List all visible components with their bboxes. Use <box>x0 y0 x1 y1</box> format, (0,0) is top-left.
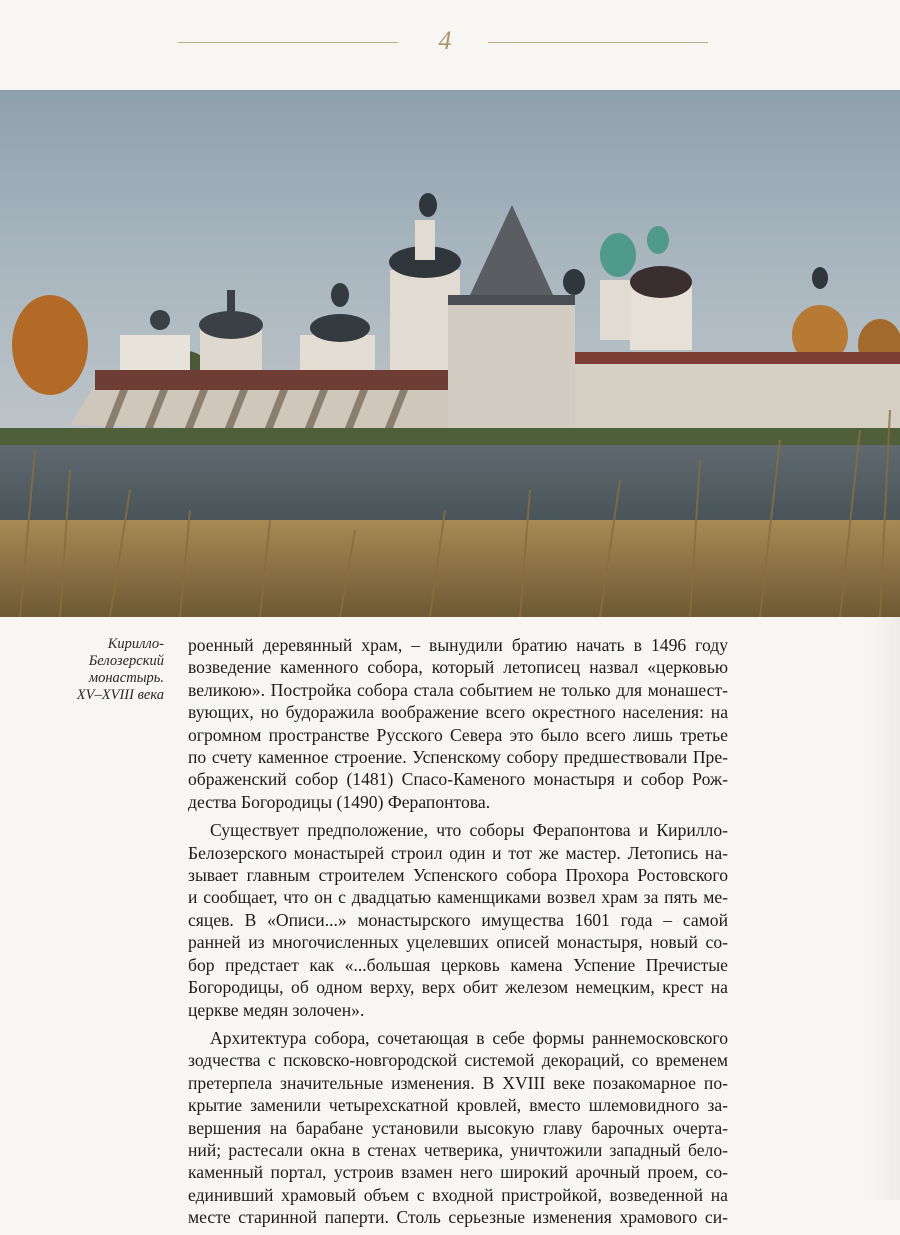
header-rule-right <box>488 42 708 43</box>
text-line: месте старинной паперти. Столь серьезные изменения храмового си- <box>188 1207 728 1228</box>
text-line: зодчества с псковско-новгородской системой декораций, со временем <box>188 1050 728 1071</box>
text-line: ображенский собор (1481) Спасо-Каменого монастыря и собор Рож- <box>188 769 728 790</box>
text-line: возведение каменного собора, который летописец назвал «церковью <box>188 657 728 678</box>
text-line: ний; растесали окна в стенах четверика, уничтожили западный бело- <box>188 1139 728 1160</box>
text-line: каменный портал, устроив взамен него широкий арочный проем, со- <box>188 1162 728 1183</box>
caption-line: Белозерский <box>88 653 164 669</box>
photo-caption <box>30 636 164 704</box>
page-number: 4 <box>438 26 452 55</box>
text-line: единивший храмовый объем с входной пристройкой, возведенной на <box>188 1184 728 1205</box>
text-line: Существует предположение, что соборы Ферапонтова и Кирилло- <box>210 820 728 841</box>
text-line: крытие заменили четырехскатной кровлей, вместо шлемовидного за- <box>188 1095 728 1116</box>
text-line: Богородицы, об одном верху, верх обит железом немецким, крест на <box>188 977 728 998</box>
text-line: Белозерского монастырей строил один и тот же мастер. Летопись на- <box>188 842 728 863</box>
paragraph <box>188 1027 728 1229</box>
text-line: ранней из многочисленных уцелевших описей монастыря, новый со- <box>188 932 728 953</box>
text-line: огромном пространстве Русского Севера это было всего лишь третье <box>188 724 728 745</box>
text-line: по счету каменное строение. Успенскому собору предшествовали Пре- <box>188 747 728 768</box>
monastery-photo <box>0 90 900 617</box>
paragraph <box>188 634 728 813</box>
text-line: и сообщает, что он с двадцатью каменщиками возвел храм за пять ме- <box>188 887 728 908</box>
caption-line: монастырь. <box>88 670 164 686</box>
text-line: бор предстает как «...большая церковь камена Успение Пречистые <box>188 954 728 975</box>
text-line: великою». Постройка собора стала событием не только для монашест- <box>188 679 728 700</box>
caption-line: Кирилло- <box>107 636 164 652</box>
text-line: церкве медян золочен». <box>188 999 365 1020</box>
text-line: вершения на барабане установили высокую главу барочных очерта- <box>188 1117 728 1138</box>
text-line: претерпела значительные изменения. В XVIII веке позакомарное по- <box>188 1072 728 1093</box>
text-line: Архитектура собора, сочетающая в себе формы раннемосковского <box>210 1027 728 1048</box>
page-edge-shadow <box>868 617 900 1200</box>
text-line: дества Богородицы (1490) Ферапонтова. <box>188 791 491 812</box>
caption-line: XV–XVIII века <box>76 687 164 703</box>
page-header <box>0 22 900 62</box>
text-line: вующих, но будоражила воображение всего окрестного населения: на <box>188 702 728 723</box>
text-line: роенный деревянный храм, – вынудили братию начать в 1496 году <box>188 635 728 655</box>
text-line: зывает главным строителем Успенского собора Прохора Ростовского <box>188 865 728 886</box>
text-line: сяцев. В «Описи...» монастырского имущества 1601 года – самой <box>188 909 728 930</box>
header-rule-left <box>178 42 398 43</box>
paragraph <box>188 819 728 1021</box>
article-body <box>188 634 728 1235</box>
